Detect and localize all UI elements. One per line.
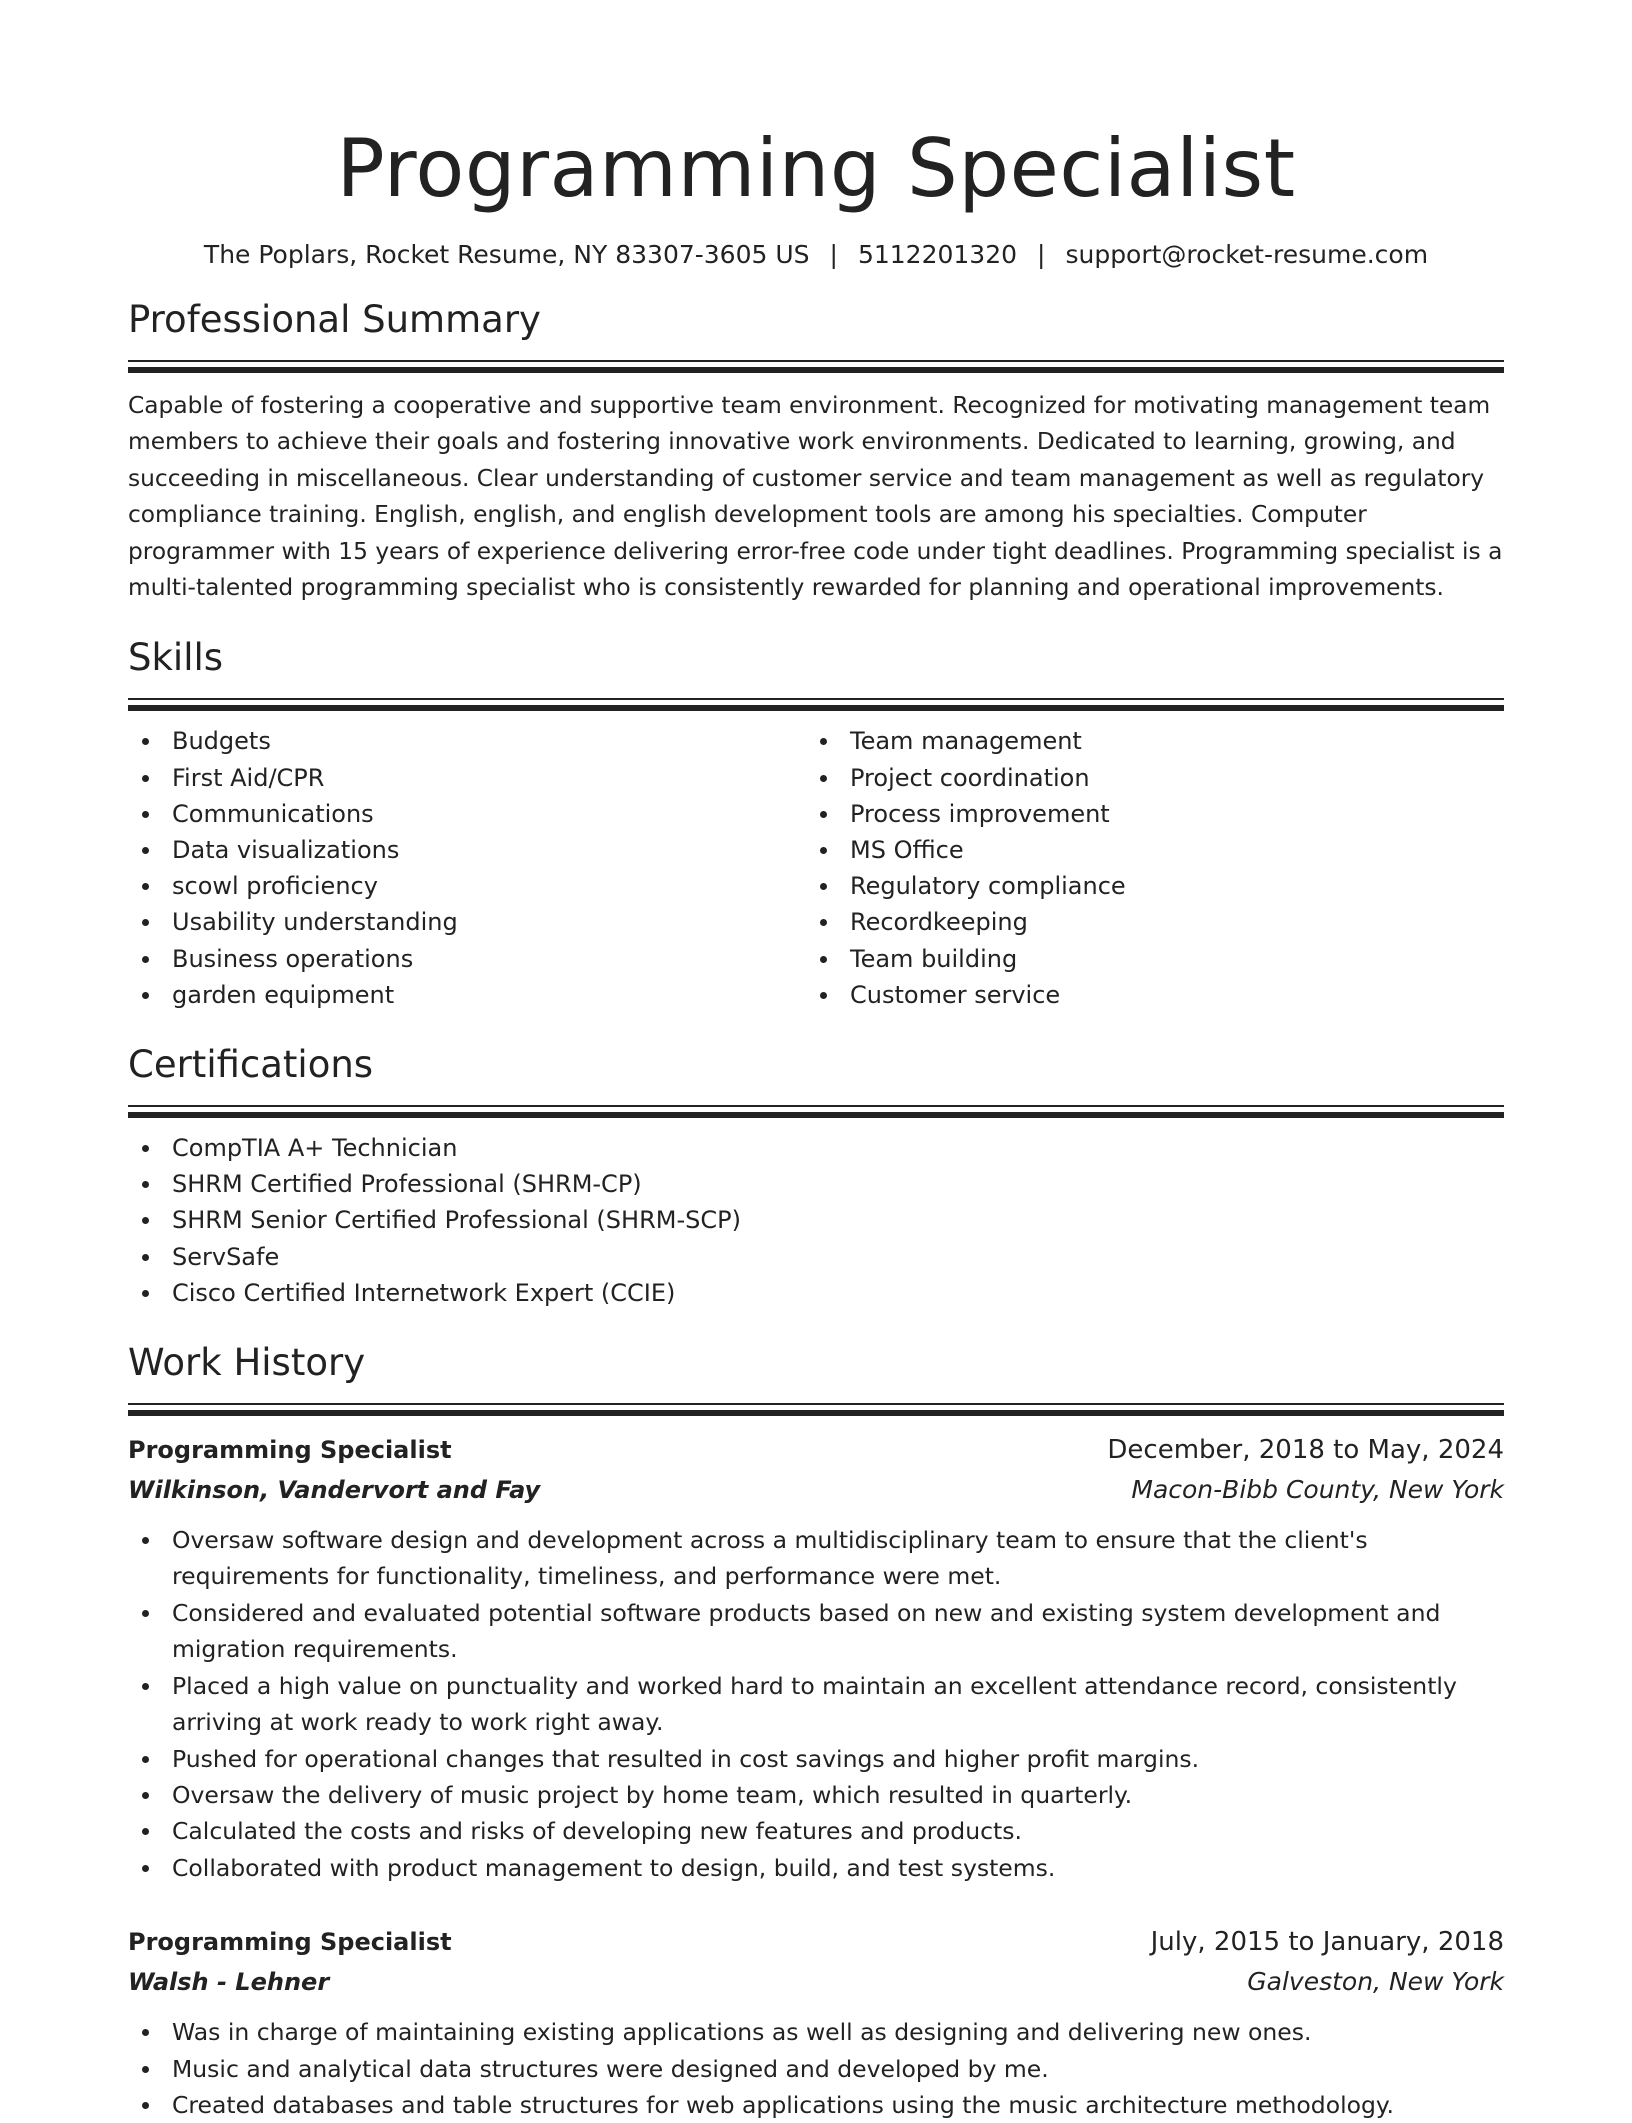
- duty-item: Calculated the costs and risks of developing new features and products.: [128, 1813, 1504, 1849]
- skill-item: Recordkeeping: [806, 904, 1484, 940]
- duty-item: Collaborated with product management to design, build, and test systems.: [128, 1850, 1504, 1886]
- summary-text: Capable of fostering a cooperative and supportive team environment. Recognized for motivating management team members to achieve their goals and fostering innovative work environments. Dedicated to learning, growing, and succeeding in miscellaneous. Clear understanding of customer service and team management as well as regulatory compliance training. English, english, and english development tools are among his specialties. Computer programmer with 15 years of experience delivering error-free code under tight deadlines. Programming specialist is a multi-talented programming specialist who is consistently rewarded for planning and operational improvements.: [128, 392, 1503, 602]
- certification-item: ServSafe: [128, 1239, 1504, 1275]
- duty-item: Was in charge of maintaining existing applications as well as designing and delivering new ones.: [128, 2014, 1504, 2050]
- job-company-row: [128, 1962, 1504, 2002]
- job-location: Galveston, New York: [1247, 1967, 1504, 1997]
- work-history-section: [128, 1339, 1504, 2123]
- section-title-work-history: Work History: [128, 1341, 366, 1385]
- skill-item: garden equipment: [128, 977, 806, 1013]
- certification-item: SHRM Senior Certified Professional (SHRM-SCP): [128, 1202, 1504, 1238]
- job-duties: [128, 2014, 1504, 2123]
- skills-column-left: [128, 711, 806, 1013]
- job-header-row: [128, 1922, 1504, 1962]
- skill-item: Team management: [806, 723, 1484, 759]
- resume-page: [128, 0, 1504, 2123]
- skill-item: Data visualizations: [128, 832, 806, 868]
- job-dates: July, 2015 to January, 2018: [1150, 1927, 1504, 1958]
- certification-item: CompTIA A+ Technician: [128, 1130, 1504, 1166]
- duty-item: Created databases and table structures for web applications using the music architecture methodology.: [128, 2087, 1504, 2123]
- section-rule-thin: [128, 1105, 1504, 1107]
- duty-item: Music and analytical data structures were designed and developed by me.: [128, 2051, 1504, 2087]
- job-dates: December, 2018 to May, 2024: [1107, 1435, 1504, 1466]
- certification-item: SHRM Certified Professional (SHRM-CP): [128, 1166, 1504, 1202]
- section-title-summary: Professional Summary: [128, 298, 541, 341]
- skill-item: Usability understanding: [128, 904, 806, 940]
- contact-separator: |: [1037, 240, 1046, 269]
- contact-address: The Poplars, Rocket Resume, NY 83307-3605 US: [203, 240, 810, 269]
- summary-section: [128, 296, 1504, 606]
- contact-separator: |: [829, 240, 838, 269]
- job-title: Programming Specialist: [128, 1436, 452, 1465]
- job-location: Macon-Bibb County, New York: [1131, 1475, 1504, 1505]
- job-company: Wilkinson, Vandervort and Fay: [128, 1476, 541, 1505]
- section-title-skills: Skills: [128, 636, 224, 680]
- skill-item: Team building: [806, 941, 1484, 977]
- skills-columns: [128, 711, 1504, 1013]
- job-company: Walsh - Lehner: [128, 1968, 330, 1997]
- section-rule-thick: [128, 1112, 1504, 1118]
- job-title: Programming Specialist: [128, 1928, 452, 1957]
- contact-phone: 5112201320: [857, 240, 1018, 269]
- contact-line: [128, 238, 1504, 272]
- section-rule-thick: [128, 367, 1504, 373]
- skill-item: Process improvement: [806, 796, 1484, 832]
- certification-item: Cisco Certified Internetwork Expert (CCIE): [128, 1275, 1504, 1311]
- certifications-section: [128, 1041, 1504, 1311]
- skill-item: scowl proficiency: [128, 868, 806, 904]
- resume-name: Programming Specialist: [336, 122, 1296, 215]
- skills-column-right: [806, 711, 1484, 1013]
- skill-item: Budgets: [128, 723, 806, 759]
- duty-item: Oversaw software design and development across a multidisciplinary team to ensure that the client's requirements for functionality, timeliness, and performance were met.: [128, 1522, 1504, 1595]
- skills-section: [128, 634, 1504, 1013]
- duty-item: Pushed for operational changes that resulted in cost savings and higher profit margins.: [128, 1741, 1504, 1777]
- job-company-row: [128, 1470, 1504, 1510]
- skill-item: First Aid/CPR: [128, 760, 806, 796]
- section-title-certifications: Certifications: [128, 1043, 374, 1087]
- job-header-row: [128, 1430, 1504, 1470]
- skill-item: Customer service: [806, 977, 1484, 1013]
- duty-item: Oversaw the delivery of music project by home team, which resulted in quarterly.: [128, 1777, 1504, 1813]
- contact-email: support@rocket-resume.com: [1065, 240, 1429, 269]
- section-rule-thick: [128, 1410, 1504, 1416]
- job-entry: [128, 1922, 1504, 2123]
- duty-item: Placed a high value on punctuality and worked hard to maintain an excellent attendance record, consistently arriving at work ready to work right away.: [128, 1668, 1504, 1741]
- skill-item: Regulatory compliance: [806, 868, 1484, 904]
- skill-item: Project coordination: [806, 760, 1484, 796]
- duty-item: Considered and evaluated potential software products based on new and existing system development and migration requirements.: [128, 1595, 1504, 1668]
- skill-item: Communications: [128, 796, 806, 832]
- job-duties: [128, 1522, 1504, 1886]
- job-entry: [128, 1430, 1504, 1886]
- section-rule-thin: [128, 698, 1504, 700]
- section-rule-thin: [128, 1403, 1504, 1405]
- skill-item: Business operations: [128, 941, 806, 977]
- skill-item: MS Office: [806, 832, 1484, 868]
- section-rule-thin: [128, 360, 1504, 362]
